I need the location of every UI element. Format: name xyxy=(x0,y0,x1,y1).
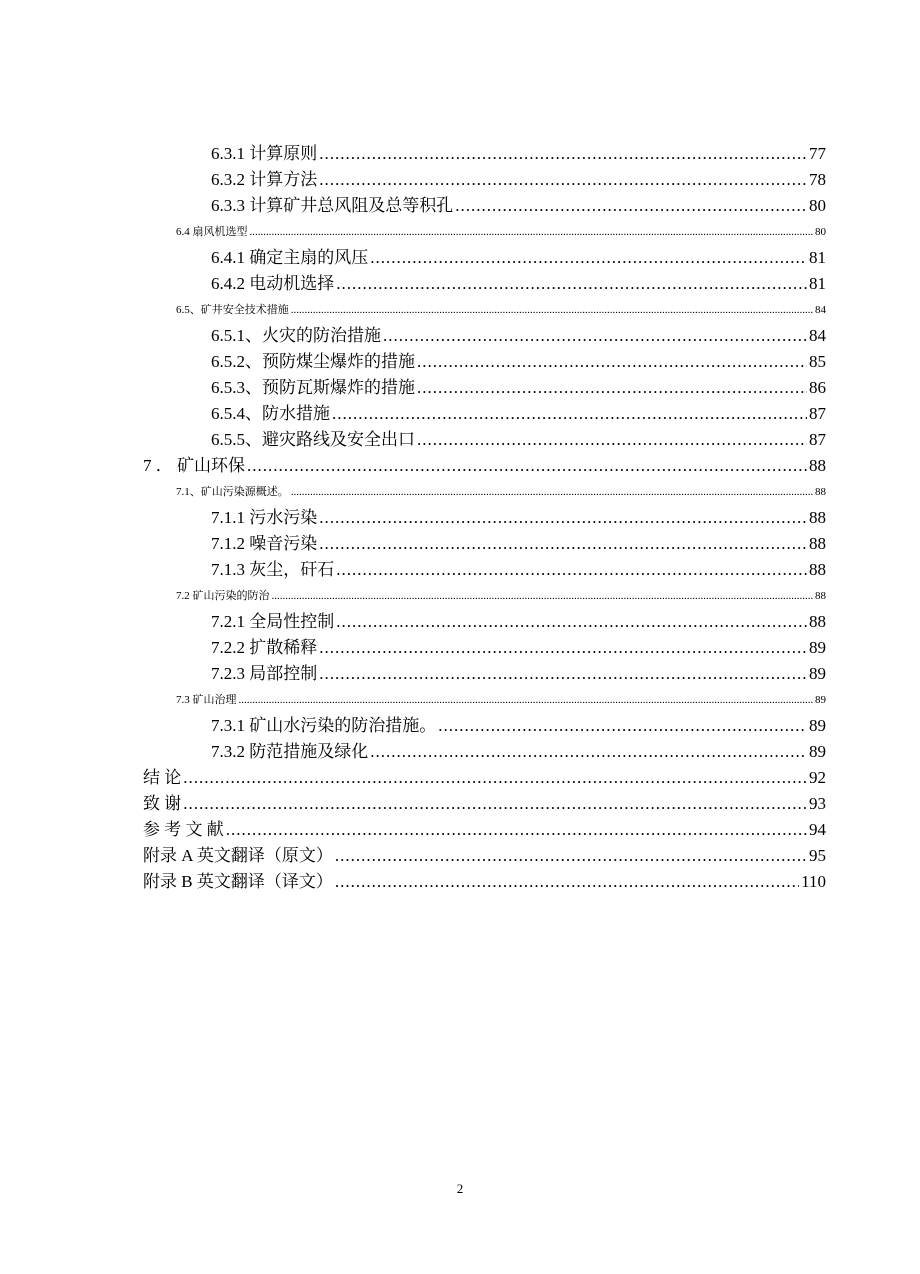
page-number: 2 xyxy=(456,1181,464,1196)
dot-leader xyxy=(183,765,807,791)
toc-entry-page: 89 xyxy=(815,694,826,706)
toc-entry-page: 87 xyxy=(809,404,826,423)
toc-entry-page: 89 xyxy=(809,664,826,683)
dot-leader xyxy=(335,869,799,895)
toc-entry-page: 88 xyxy=(815,486,826,498)
toc-entry-title: 7.2.2 扩散稀释 xyxy=(211,638,318,657)
toc-entry-page: 92 xyxy=(809,768,826,787)
toc-entry-page: 89 xyxy=(809,716,826,735)
toc-entry[interactable] xyxy=(211,661,826,687)
toc-entry-title: 参 考 文 献 xyxy=(143,820,224,839)
toc-entry-page: 88 xyxy=(809,534,826,553)
toc-entry-page: 94 xyxy=(809,820,826,839)
toc-entry[interactable] xyxy=(143,765,826,791)
toc-entry-page: 80 xyxy=(815,226,826,238)
toc-entry[interactable] xyxy=(211,323,826,349)
toc-entry[interactable] xyxy=(211,557,826,583)
toc-entry[interactable] xyxy=(176,583,826,609)
toc-entry[interactable] xyxy=(143,817,826,843)
toc-entry-page: 88 xyxy=(815,590,826,602)
toc-entry-title: 6.3.1 计算原则 xyxy=(211,144,318,163)
toc-entry-title: 6.5.1、火灾的防治措施 xyxy=(211,326,381,345)
dot-leader xyxy=(335,843,807,869)
toc-entry[interactable] xyxy=(143,453,826,479)
toc-entry[interactable] xyxy=(211,375,826,401)
toc-entry[interactable] xyxy=(211,531,826,557)
toc-entry-title: 6.5.4、防水措施 xyxy=(211,404,330,423)
dot-leader xyxy=(319,505,807,531)
dot-leader xyxy=(383,323,807,349)
toc-entry[interactable] xyxy=(211,349,826,375)
toc-entry-title: 结 论 xyxy=(143,768,182,787)
toc-entry-page: 81 xyxy=(809,248,826,267)
toc-entry[interactable] xyxy=(211,505,826,531)
toc-entry[interactable] xyxy=(176,297,826,323)
toc-entry-page: 78 xyxy=(809,170,826,189)
table-of-contents xyxy=(0,141,920,895)
toc-entry-title: 7.1.3 灰尘，矸石 xyxy=(211,560,335,579)
toc-entry-title: 7.2.3 局部控制 xyxy=(211,664,318,683)
dot-leader xyxy=(319,141,807,167)
toc-entry-title: 7.2 矿山污染的防治 xyxy=(176,590,270,602)
dot-leader xyxy=(370,245,807,271)
toc-entry-page: 89 xyxy=(809,638,826,657)
toc-entry[interactable] xyxy=(211,141,826,167)
toc-entry-title: 附录 A 英文翻译（原文） xyxy=(143,846,333,865)
dot-leader xyxy=(250,219,814,245)
dot-leader xyxy=(438,713,807,739)
toc-entry-title: 6.4.2 电动机选择 xyxy=(211,274,335,293)
dot-leader xyxy=(319,661,807,687)
dot-leader xyxy=(183,791,807,817)
toc-entry-page: 88 xyxy=(809,560,826,579)
toc-entry-title: 7.1、矿山污染源概述。 xyxy=(176,486,289,498)
toc-entry-page: 77 xyxy=(809,144,826,163)
toc-entry-title: 7.1.2 噪音污染 xyxy=(211,534,318,553)
toc-entry-page: 87 xyxy=(809,430,826,449)
dot-leader xyxy=(319,531,807,557)
toc-entry[interactable] xyxy=(143,791,826,817)
toc-entry-title: 6.3.3 计算矿井总风阻及总等积孔 xyxy=(211,196,454,215)
toc-entry[interactable] xyxy=(176,687,826,713)
dot-leader xyxy=(291,297,813,323)
toc-entry-title: 6.5.3、预防瓦斯爆炸的措施 xyxy=(211,378,415,397)
toc-entry-page: 86 xyxy=(809,378,826,397)
toc-entry[interactable] xyxy=(143,843,826,869)
dot-leader xyxy=(336,609,807,635)
toc-entry-page: 88 xyxy=(809,456,826,475)
dot-leader xyxy=(319,167,807,193)
dot-leader xyxy=(417,427,807,453)
toc-entry[interactable] xyxy=(211,609,826,635)
toc-entry[interactable] xyxy=(176,479,826,505)
dot-leader xyxy=(370,739,807,765)
toc-entry-title: 7.2.1 全局性控制 xyxy=(211,612,335,631)
toc-entry-title: 致 谢 xyxy=(143,794,182,813)
toc-entry-title: 7.3 矿山治理 xyxy=(176,694,237,706)
toc-entry[interactable] xyxy=(211,401,826,427)
dot-leader xyxy=(417,349,807,375)
dot-leader xyxy=(336,271,807,297)
dot-leader xyxy=(417,375,807,401)
toc-entry[interactable] xyxy=(176,219,826,245)
toc-entry-title: 7.3.2 防范措施及绿化 xyxy=(211,742,369,761)
toc-entry[interactable] xyxy=(143,869,826,895)
toc-entry-title: 6.3.2 计算方法 xyxy=(211,170,318,189)
dot-leader xyxy=(455,193,807,219)
toc-entry-page: 110 xyxy=(801,872,826,891)
toc-entry-title: 7.1.1 污水污染 xyxy=(211,508,318,527)
toc-entry[interactable] xyxy=(211,713,826,739)
toc-entry-title: 附录 B 英文翻译（译文） xyxy=(143,872,333,891)
dot-leader xyxy=(247,453,807,479)
dot-leader xyxy=(332,401,807,427)
toc-entry-page: 84 xyxy=(815,304,826,316)
dot-leader xyxy=(291,479,813,505)
toc-entry[interactable] xyxy=(211,245,826,271)
dot-leader xyxy=(319,635,807,661)
toc-entry-title: 7.3.1 矿山水污染的防治措施。 xyxy=(211,716,437,735)
toc-entry-page: 88 xyxy=(809,612,826,631)
toc-entry[interactable] xyxy=(211,167,826,193)
toc-entry-title: 6.5、矿井安全技术措施 xyxy=(176,304,289,316)
dot-leader xyxy=(272,583,814,609)
dot-leader xyxy=(226,817,807,843)
toc-entry[interactable] xyxy=(211,635,826,661)
toc-entry-page: 85 xyxy=(809,352,826,371)
toc-entry-title: 6.5.5、避灾路线及安全出口 xyxy=(211,430,415,449)
toc-entry-page: 84 xyxy=(809,326,826,345)
toc-entry[interactable] xyxy=(211,271,826,297)
toc-entry-title: 7 ． 矿山环保 xyxy=(143,456,245,475)
toc-entry[interactable] xyxy=(211,193,826,219)
dot-leader xyxy=(239,687,814,713)
toc-entry-page: 95 xyxy=(809,846,826,865)
toc-entry-title: 6.5.2、预防煤尘爆炸的措施 xyxy=(211,352,415,371)
toc-entry[interactable] xyxy=(211,739,826,765)
toc-entry-title: 6.4 扇风机选型 xyxy=(176,226,248,238)
toc-entry-page: 81 xyxy=(809,274,826,293)
toc-entry-title: 6.4.1 确定主扇的风压 xyxy=(211,248,369,267)
toc-entry-page: 80 xyxy=(809,196,826,215)
toc-entry[interactable] xyxy=(211,427,826,453)
dot-leader xyxy=(336,557,807,583)
toc-entry-page: 88 xyxy=(809,508,826,527)
toc-entry-page: 89 xyxy=(809,742,826,761)
toc-entry-page: 93 xyxy=(809,794,826,813)
